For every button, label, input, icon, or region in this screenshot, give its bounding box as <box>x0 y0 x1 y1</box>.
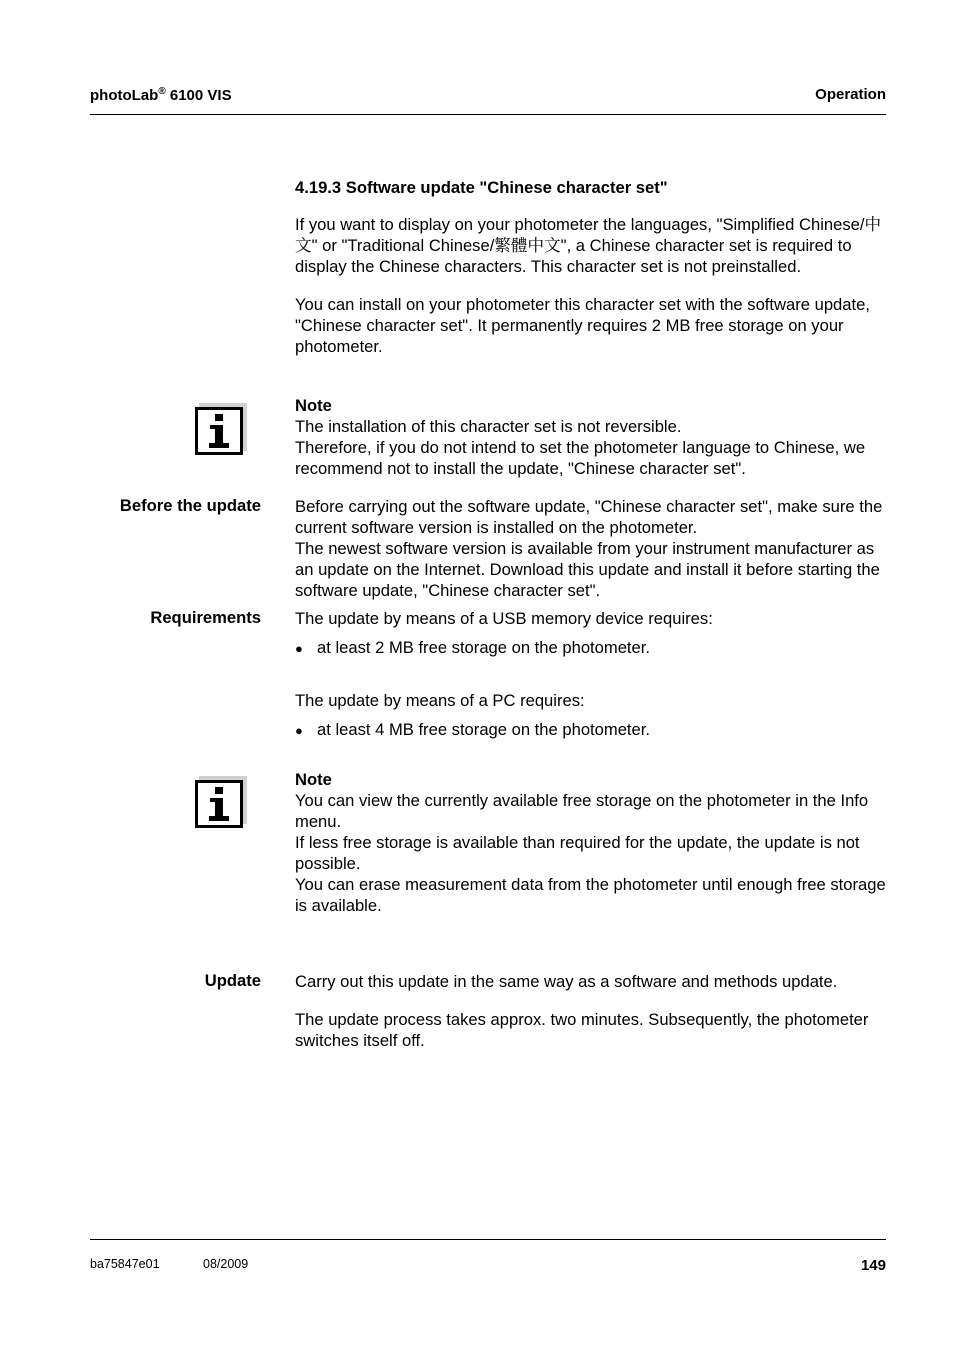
before-update-line-2: The newest software version is available from your instrument manufacturer as an update on the Internet. Download this update and install it before starting the software update, "Chinese character set". <box>295 539 880 600</box>
header-product-reg: ® <box>158 86 166 97</box>
header-section: Operation <box>815 86 886 103</box>
header-product <box>90 86 232 104</box>
bullet-icon: ● <box>295 723 303 738</box>
section-heading: 4.19.3 Software update "Chinese character set" <box>295 178 668 197</box>
before-update-label: Before the update <box>119 496 261 515</box>
note-1-title: Note <box>295 396 332 415</box>
update-block <box>295 971 887 1051</box>
note-2-line-3: You can erase measurement data from the photometer until enough free storage is available. <box>295 875 886 915</box>
update-label: Update <box>204 971 261 990</box>
section-block <box>295 177 887 357</box>
requirements-pc-item: at least 4 MB free storage on the photometer. <box>317 720 650 739</box>
note-1-line-2: Therefore, if you do not intend to set the photometer language to Chinese, we recommend not to install the update, "Chinese character set". <box>295 438 866 478</box>
header-product-name: photoLab <box>90 87 159 104</box>
requirements-usb-intro: The update by means of a USB memory device requires: <box>295 609 713 628</box>
footer-rule <box>90 1239 886 1240</box>
info-icon <box>195 403 247 455</box>
note-2-line-1: You can view the currently available free storage on the photometer in the Info menu. <box>295 791 869 831</box>
header-product-model: 6100 VIS <box>165 87 232 104</box>
bullet-icon: ● <box>295 641 303 656</box>
note-1 <box>295 395 887 479</box>
requirements-label: Requirements <box>150 608 261 627</box>
intro-paragraph-2: You can install on your photometer this character set with the software update, "Chinese character set". It permanently requires 2 MB free storage on your photometer. <box>295 295 870 356</box>
update-line-1: Carry out this update in the same way as a software and methods update. <box>295 972 838 991</box>
footer-date: 08/2009 <box>203 1257 249 1271</box>
requirements-pc-intro: The update by means of a PC requires: <box>295 691 585 710</box>
footer-doc-id: ba75847e01 <box>90 1257 160 1271</box>
list-item <box>295 637 887 659</box>
info-icon <box>195 776 247 828</box>
before-update-block <box>295 496 887 601</box>
page-number: 149 <box>860 1257 886 1274</box>
note-1-line-1: The installation of this character set is not reversible. <box>295 417 682 436</box>
before-update-line-1: Before carrying out the software update, "Chinese character set", make sure the current software version is installed on the photometer. <box>295 497 883 537</box>
requirements-block <box>295 608 887 741</box>
note-2 <box>295 769 887 916</box>
requirements-usb-item: at least 2 MB free storage on the photometer. <box>317 638 650 657</box>
update-line-2: The update process takes approx. two minutes. Subsequently, the photometer switches itself off. <box>295 1010 869 1050</box>
note-2-line-2: If less free storage is available than required for the update, the update is not possible. <box>295 833 860 873</box>
note-2-title: Note <box>295 770 332 789</box>
list-item <box>295 719 887 741</box>
header-rule <box>90 114 886 115</box>
intro-paragraph-1: If you want to display on your photometer the languages, "Simplified Chinese/中文" or "Traditional Chinese/繁體中文", a Chinese character set is required to display the Chinese characters. This character set is not preinstalled. <box>295 215 882 276</box>
